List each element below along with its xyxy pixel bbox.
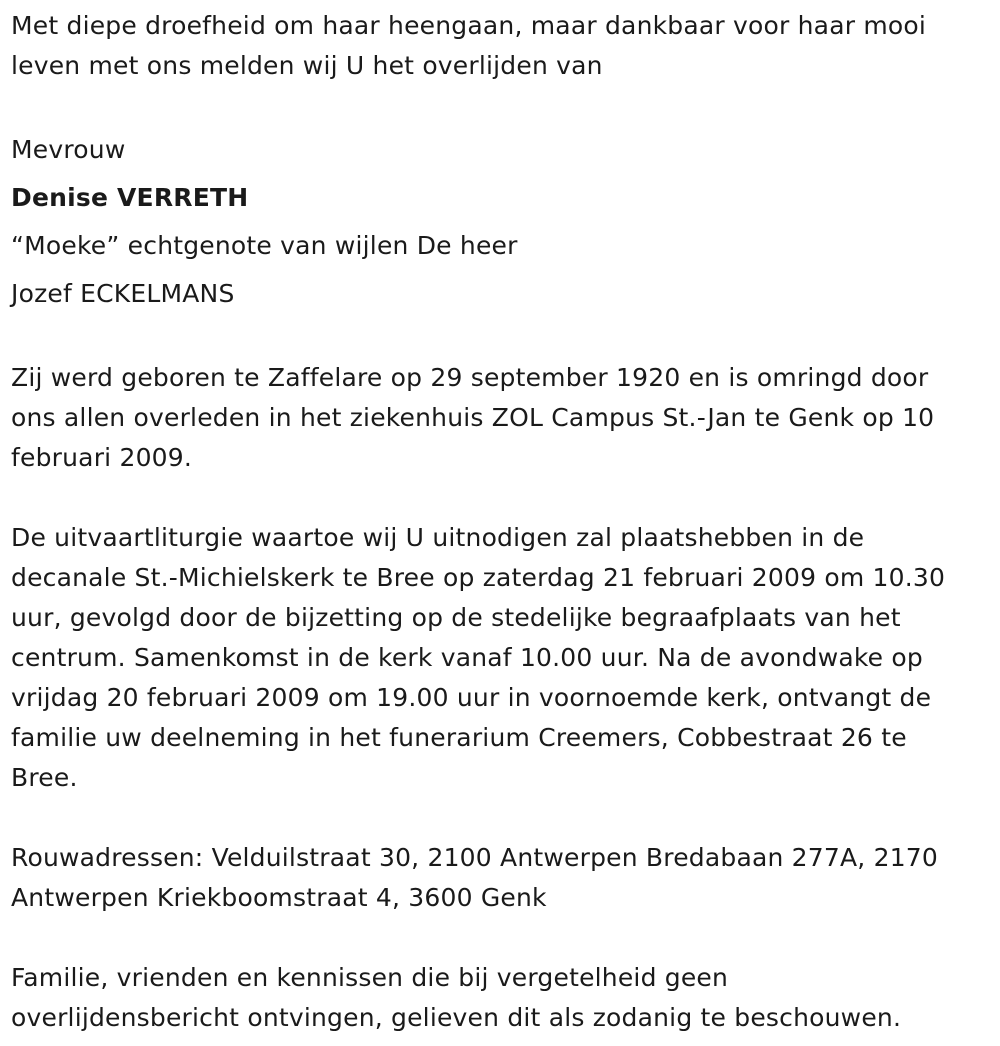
birth-death-paragraph (11, 358, 991, 478)
addresses-line: Antwerpen Kriekboomstraat 4, 3600 Genk (11, 883, 547, 912)
addresses-line: Rouwadressen: Velduilstraat 30, 2100 Antwerpen Bredabaan 277A, 2170 (11, 843, 939, 872)
intro-line: leven met ons melden wij U het overlijden van (11, 51, 603, 80)
funeral-paragraph (11, 518, 991, 798)
intro-line: Met diepe droefheid om haar heengaan, maar dankbaar voor haar mooi (11, 11, 927, 40)
funeral-line: De uitvaartliturgie waartoe wij U uitnodigen zal plaatshebben in de (11, 523, 865, 552)
relation-line: “Moeke” echtgenote van wijlen De heer (11, 231, 518, 260)
funeral-line: vrijdag 20 februari 2009 om 19.00 uur in voornoemde kerk, ontvangt de (11, 683, 932, 712)
obituary-document (11, 6, 991, 1038)
salutation: Mevrouw (11, 135, 126, 164)
funeral-line: familie uw deelneming in het funerarium Creemers, Cobbestraat 26 te (11, 723, 907, 752)
intro-paragraph (11, 6, 991, 86)
closing-line: overlijdensbericht ontvingen, gelieven dit als zodanig te beschouwen. (11, 1003, 902, 1032)
closing-paragraph (11, 958, 991, 1038)
birth-death-line: ons allen overleden in het ziekenhuis ZOL Campus St.-Jan te Genk op 10 (11, 403, 935, 432)
spouse-name: Jozef ECKELMANS (11, 279, 235, 308)
birth-death-line: februari 2009. (11, 443, 193, 472)
funeral-line: decanale St.-Michielskerk te Bree op zaterdag 21 februari 2009 om 10.30 (11, 563, 946, 592)
addresses-paragraph (11, 838, 991, 918)
funeral-line: centrum. Samenkomst in de kerk vanaf 10.00 uur. Na de avondwake op (11, 643, 923, 672)
deceased-name: Denise VERRETH (11, 183, 249, 212)
funeral-line: Bree. (11, 763, 78, 792)
funeral-line: uur, gevolgd door de bijzetting op de stedelijke begraafplaats van het (11, 603, 901, 632)
closing-line: Familie, vrienden en kennissen die bij vergetelheid geen (11, 963, 729, 992)
birth-death-line: Zij werd geboren te Zaffelare op 29 september 1920 en is omringd door (11, 363, 929, 392)
deceased-block (11, 126, 991, 318)
